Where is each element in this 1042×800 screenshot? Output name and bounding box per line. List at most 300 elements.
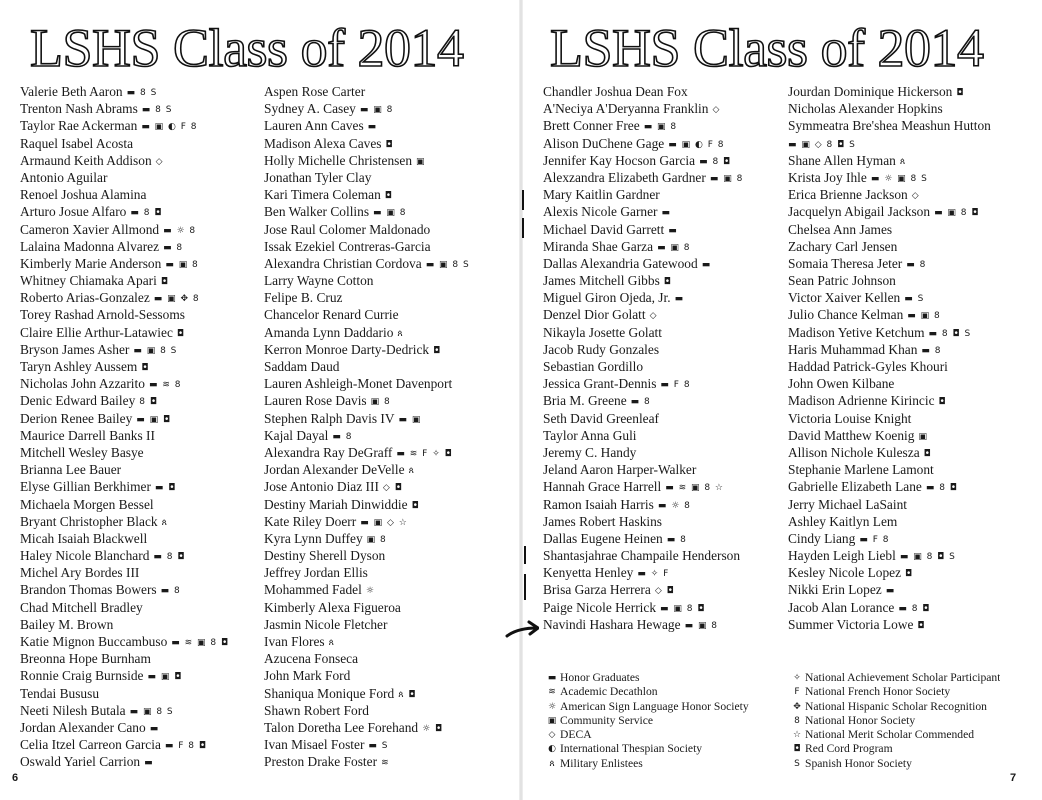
legend-label: Spanish Honor Society — [805, 756, 912, 770]
graduate-name: Shawn Robert Ford — [264, 702, 369, 718]
graduate-row — [264, 581, 512, 598]
graduate-row — [20, 186, 268, 203]
graduate-name: Kimberly Marie Anderson — [20, 255, 162, 271]
graduate-name: Bria M. Greene — [543, 393, 627, 409]
honor-symbols: ▬ ▣ 8 S — [133, 345, 178, 356]
graduate-row — [20, 117, 268, 134]
graduate-name: Dallas Alexandria Gatewood — [543, 255, 698, 271]
graduate-row — [264, 169, 512, 186]
legend-label: DECA — [560, 728, 592, 742]
honor-symbols: ▬ — [885, 586, 896, 597]
graduate-name: Gabrielle Elizabeth Lane — [788, 479, 922, 495]
graduate-name: Shantasjahrae Champaile Henderson — [543, 548, 741, 564]
graduate-name: Azucena Fonseca — [264, 651, 359, 667]
graduate-row — [264, 117, 512, 134]
graduate-name: Haddad Patrick-Gyles Khouri — [788, 359, 948, 374]
legend-label: National Achievement Scholar Participant — [805, 671, 1001, 684]
graduate-row — [20, 547, 268, 564]
honor-symbols: ▬ — [701, 259, 712, 270]
graduate-row — [264, 221, 512, 238]
graduate-row — [264, 702, 512, 719]
honor-symbols: ▬ ▣ 8 — [373, 208, 407, 219]
graduate-name: Michaela Morgen Bessel — [20, 496, 154, 512]
graduate-row — [788, 238, 1036, 255]
honor-symbols: ▬ ☼ 8 — [163, 225, 197, 236]
legend-label: National Hispanic Scholar Recognition — [805, 699, 987, 713]
graduate-row — [264, 530, 512, 547]
graduate-row — [264, 564, 512, 581]
honor-symbols: ▬ ≋ ▣ 8 ◘ — [171, 638, 230, 648]
graduate-row — [20, 461, 268, 478]
graduate-name: Taylor Rae Ackerman — [20, 118, 138, 134]
honor-symbols: ◘ — [384, 191, 393, 202]
graduate-name: Julio Chance Kelman — [788, 307, 904, 323]
honor-symbols: ▬ 8 S — [126, 88, 158, 98]
legend-symbol-icon: ▬ — [547, 673, 557, 683]
graduate-row — [788, 599, 1036, 616]
graduate-row — [20, 616, 268, 633]
graduate-row — [543, 547, 791, 564]
honor-symbols: ▬ 8 S — [141, 105, 173, 116]
honor-symbols: ጰ — [899, 156, 907, 167]
graduate-row — [788, 564, 1036, 581]
honor-symbols: ◘ — [141, 363, 150, 373]
graduate-name: Ashley Kaitlyn Lem — [788, 513, 898, 529]
honor-symbols: ◘ — [917, 620, 926, 631]
honor-symbols: ▬ ▣ 8 — [709, 173, 744, 184]
honor-symbols: ▬ — [661, 208, 672, 219]
graduate-row — [20, 667, 268, 684]
honor-symbols: ◘ — [905, 569, 914, 580]
graduate-name: Whitney Chiamaka Apari — [20, 273, 157, 289]
graduate-row — [788, 100, 1036, 117]
graduate-name: Amanda Lynn Daddario — [264, 324, 394, 340]
honor-symbols: ▬ F 8 — [660, 380, 691, 391]
graduate-name: Jessica Grant-Dennis — [543, 376, 657, 392]
honor-symbols: ▣ 8 — [370, 397, 391, 408]
honor-symbols: ▬ 8 ◘ S — [928, 328, 972, 339]
graduate-name: Raquel Isabel Acosta — [20, 135, 134, 151]
graduate-row — [20, 255, 268, 272]
graduate-row — [543, 152, 791, 169]
legend-label: National Merit Scholar Commended — [805, 728, 975, 742]
honor-symbols: ▬ ▣ ◘ — [136, 414, 172, 425]
legend-label: Military Enlistees — [560, 756, 643, 770]
graduate-name: Talon Doretha Lee Forehand — [264, 719, 419, 735]
graduate-name: Jonathan Tyler Clay — [264, 169, 372, 185]
graduate-name: Elyse Gillian Berkhimer — [20, 479, 151, 495]
graduate-row — [788, 255, 1036, 272]
graduate-row — [20, 392, 268, 409]
graduate-row — [788, 341, 1036, 358]
graduate-row — [543, 444, 791, 461]
page-title-right: LSHS Class of 2014 — [550, 18, 984, 78]
graduate-name: Miranda Shae Garza — [543, 238, 654, 254]
legend-symbol-icon: ◘ — [793, 744, 801, 755]
graduate-row — [543, 341, 791, 358]
graduate-row — [543, 616, 791, 633]
graduate-row — [543, 581, 791, 598]
graduate-row — [20, 135, 268, 152]
graduate-name: Dallas Eugene Heinen — [543, 530, 663, 546]
honor-symbols: ▬ ✧ F — [637, 569, 670, 580]
honor-symbols: ▬ 8 — [666, 534, 687, 545]
graduate-name: Denic Edward Bailey — [20, 393, 136, 409]
graduate-row — [20, 513, 268, 530]
legend-label: International Thespian Society — [560, 742, 703, 756]
graduate-row — [543, 169, 791, 186]
graduate-name: Mitchell Wesley Basye — [20, 444, 144, 460]
graduate-name: Kari Timera Coleman — [264, 187, 381, 203]
graduate-row — [20, 581, 268, 598]
legend-item — [789, 714, 1000, 728]
graduate-row — [543, 427, 791, 444]
graduate-name: Bryson James Asher — [20, 341, 130, 357]
graduate-row — [264, 513, 512, 530]
honor-symbols: ▬ ≋ ▣ 8 ☆ — [665, 483, 725, 494]
graduate-name: Alexzandra Elizabeth Gardner — [543, 169, 706, 185]
graduate-row — [20, 496, 268, 513]
honor-symbols: ▬ F 8 ◘ — [164, 741, 208, 752]
graduate-row — [264, 650, 512, 667]
graduate-name: Jasmin Nicole Fletcher — [264, 616, 388, 632]
graduate-row — [20, 702, 268, 719]
honor-symbols: ▬ — [668, 225, 678, 236]
graduate-name: Sean Patric Johnson — [788, 273, 896, 289]
graduate-row — [788, 324, 1036, 341]
honor-symbols: ≋ — [381, 758, 390, 769]
graduate-row — [264, 392, 512, 409]
graduate-row — [788, 410, 1036, 427]
graduate-name: Holly Michelle Christensen — [264, 152, 413, 168]
graduate-row — [20, 324, 268, 341]
graduate-row — [543, 496, 791, 513]
graduate-row — [543, 513, 791, 530]
graduate-name: Ivan Misael Foster — [264, 737, 365, 753]
graduate-name: Jacob Alan Lorance — [788, 599, 895, 615]
graduate-row — [20, 753, 268, 770]
graduate-name: Shaniqua Monique Ford — [264, 685, 395, 701]
graduate-name: Michael David Garrett — [543, 221, 665, 237]
graduate-name: Felipe B. Cruz — [264, 290, 343, 306]
graduate-row — [788, 427, 1036, 444]
graduate-row — [20, 599, 268, 616]
graduate-name: Alexandra Ray DeGraff — [264, 444, 393, 460]
graduate-name: Issak Ezekiel Contreras-Garcia — [264, 238, 431, 254]
graduate-row — [543, 599, 791, 616]
honor-symbols: ▬ 8 ◘ — [925, 483, 958, 494]
honor-symbols: ▬ ▣ 8 — [907, 311, 941, 322]
honor-symbols: ◇ ◘ — [654, 586, 675, 597]
honor-symbols: ◘ — [923, 448, 932, 459]
honor-symbols: ◇ — [712, 105, 721, 116]
graduate-row — [20, 375, 268, 392]
graduate-name: Ramon Isaiah Harris — [543, 496, 654, 512]
honor-symbols: ▬ ▣ ◘ — [147, 672, 183, 683]
graduate-name: James Robert Haskins — [543, 513, 663, 529]
graduate-name: Taylor Anna Guli — [543, 427, 637, 443]
graduate-row — [20, 100, 268, 117]
graduate-name: Cindy Liang — [788, 530, 856, 546]
graduate-row — [788, 152, 1036, 169]
graduate-name: Brisa Garza Herrera — [543, 582, 651, 598]
graduate-row — [788, 513, 1036, 530]
graduate-name: Victor Xaiver Kellen — [788, 290, 901, 306]
legend-column-2 — [789, 671, 1000, 771]
legend-symbol-icon: ጰ — [549, 758, 555, 769]
graduate-row — [788, 117, 1036, 134]
legend-column-1 — [544, 671, 749, 771]
honor-symbols: ▬ ▣ — [398, 414, 422, 425]
honor-symbols: ▬ ▣ 8 — [684, 620, 719, 631]
graduate-row — [20, 289, 268, 306]
graduate-name: Kesley Nicole Lopez — [788, 565, 902, 581]
graduate-name: Seth David Greenleaf — [543, 410, 660, 426]
honor-symbols: ◇ — [649, 311, 658, 322]
legend-item — [544, 671, 749, 685]
graduate-row — [788, 272, 1036, 289]
honor-symbols: ▬ ☼ 8 — [657, 500, 691, 511]
graduate-name: Ben Walker Collins — [264, 204, 370, 220]
graduate-name: Navindi Hashara Hewage — [543, 616, 681, 632]
legend-item — [544, 700, 749, 714]
graduate-name: Jeland Aaron Harper-Walker — [543, 462, 697, 478]
graduate-row — [264, 341, 512, 358]
legend-label: National French Honor Society — [805, 685, 951, 699]
honor-symbols: ◘ — [160, 277, 169, 288]
honor-symbols: ▬ ▣ ◐ F 8 — [668, 139, 725, 150]
honor-symbols: ▬ 8 ◘ — [153, 552, 186, 563]
graduate-row — [20, 633, 268, 650]
honor-symbols: ▬ ☼ ▣ 8 S — [870, 173, 928, 184]
legend-item — [544, 685, 749, 699]
graduate-name: Madison Alexa Caves — [264, 135, 382, 151]
graduate-name: Jacquelyn Abigail Jackson — [788, 204, 931, 220]
graduate-row — [264, 375, 512, 392]
graduate-row — [264, 238, 512, 255]
graduate-row — [543, 100, 791, 117]
honor-symbols: 8 ◘ — [139, 397, 158, 408]
graduate-row — [264, 83, 512, 100]
graduate-name: Brandon Thomas Bowers — [20, 582, 157, 598]
honor-symbols: ◘ — [663, 277, 672, 288]
graduate-name: David Matthew Koenig — [788, 427, 915, 443]
graduate-name: Mary Kaitlin Gardner — [543, 187, 660, 203]
graduate-name: Summer Victoria Lowe — [788, 616, 914, 632]
graduate-name: Jose Raul Colomer Maldonado — [264, 221, 431, 237]
graduate-row — [264, 753, 512, 770]
legend-symbol-icon: ☼ — [547, 701, 557, 712]
honor-symbols: ◘ — [385, 139, 394, 150]
graduate-row — [543, 530, 791, 547]
legend-symbol-icon: ▣ — [547, 715, 557, 726]
graduate-row — [264, 306, 512, 323]
honor-symbols: ▬ S — [904, 294, 925, 305]
graduate-name: John Owen Kilbane — [788, 376, 895, 392]
graduate-name: Destiny Sherell Dyson — [264, 548, 386, 564]
graduate-name: Celia Itzel Carreon Garcia — [20, 737, 161, 753]
graduate-row — [543, 255, 791, 272]
page-gutter — [519, 0, 523, 800]
graduate-row — [264, 599, 512, 616]
honor-symbols: ◘ — [176, 328, 186, 339]
graduate-name: Sydney A. Casey — [264, 101, 356, 117]
legend-symbol-icon: ◐ — [548, 744, 556, 755]
graduate-row — [264, 616, 512, 633]
honor-symbols: ▬ 8 — [163, 242, 184, 253]
graduate-name: Renoel Joshua Alamina — [20, 187, 147, 203]
legend-label: American Sign Language Honor Society — [560, 699, 749, 713]
graduate-row — [543, 203, 791, 220]
graduate-row — [264, 685, 512, 702]
graduate-name: Stephanie Marlene Lamont — [788, 462, 934, 478]
graduate-name: Micah Isaiah Blackwell — [20, 530, 148, 546]
graduate-row — [788, 358, 1036, 375]
honor-symbols: ◘ — [411, 500, 420, 511]
legend-symbol-icon: ◇ — [548, 730, 556, 741]
graduate-row — [20, 427, 268, 444]
graduate-name: Jordan Alexander DeVelle — [264, 462, 405, 478]
honor-symbols: ▬ ▣ 8 S — [129, 706, 174, 717]
page-number-right: 7 — [1010, 772, 1017, 784]
legend-symbol-icon: F — [794, 687, 800, 698]
graduate-name: Hayden Leigh Liebl — [788, 548, 896, 564]
legend-symbol-icon: S — [794, 758, 800, 769]
page-title-left: LSHS Class of 2014 — [30, 18, 464, 78]
graduate-name: Erica Brienne Jackson — [788, 187, 908, 203]
graduate-row — [264, 410, 512, 427]
honor-symbols: ▬ 8 — [160, 586, 181, 597]
graduate-row — [788, 186, 1036, 203]
graduate-row — [264, 427, 512, 444]
graduate-name: Katie Mignon Buccambuso — [20, 634, 168, 649]
graduate-row — [543, 238, 791, 255]
graduate-row — [543, 392, 791, 409]
honor-symbols: ▬ ▣ 8 — [165, 259, 199, 270]
graduate-name: Somaia Theresa Jeter — [788, 255, 903, 271]
graduate-row — [788, 478, 1036, 495]
honor-symbols: ▬ — [674, 294, 685, 305]
graduate-row — [788, 444, 1036, 461]
honor-symbols: ▬ ▣ 8 — [359, 105, 394, 116]
graduate-row — [20, 564, 268, 581]
honor-symbols: ◘ — [938, 397, 947, 408]
honor-symbols: ▬ 8 — [906, 259, 927, 270]
graduate-row — [264, 667, 512, 684]
graduate-name: Bryant Christopher Black — [20, 513, 158, 529]
graduate-name: Trenton Nash Abrams — [20, 101, 138, 117]
honor-symbols: ጰ — [328, 638, 335, 648]
legend-item — [789, 728, 1000, 742]
margin-mark — [522, 190, 524, 210]
graduate-row — [264, 324, 512, 341]
graduate-row — [788, 289, 1036, 306]
graduate-row — [20, 530, 268, 547]
honor-symbols: ▬ ≋ F ✧ ◘ — [396, 448, 453, 459]
honor-symbols: ጰ — [408, 466, 415, 477]
graduate-name: Maurice Darrell Banks II — [20, 427, 155, 443]
graduate-row — [20, 410, 268, 427]
graduate-row — [264, 358, 512, 375]
honor-symbols: ▬ 8 — [630, 397, 651, 408]
honor-symbols: ▬ ▣ 8 ◘ — [660, 603, 706, 614]
honor-symbols: ▬ ▣ ✥ 8 — [153, 294, 200, 305]
graduate-name: Sebastian Gordillo — [543, 359, 644, 374]
graduate-name: Jeffrey Jordan Ellis — [264, 565, 368, 581]
honor-symbols: ▬ ≋ 8 — [148, 380, 182, 391]
graduate-row — [264, 478, 512, 495]
legend-symbol-icon: ✥ — [793, 701, 801, 712]
graduate-row — [788, 496, 1036, 513]
graduate-name: Ivan Flores — [264, 634, 325, 649]
graduate-name: Brianna Lee Bauer — [20, 462, 122, 478]
graduate-name: Paige Nicole Herrick — [543, 599, 657, 615]
graduate-name: Jourdan Dominique Hickerson — [788, 84, 953, 99]
graduate-row — [264, 461, 512, 478]
graduate-row — [264, 633, 512, 650]
honor-symbols: ▬ — [149, 723, 160, 734]
graduate-name: Oswald Yariel Carrion — [20, 754, 141, 770]
legend-label: Honor Graduates — [560, 671, 640, 684]
graduate-row — [20, 736, 268, 753]
graduate-row — [543, 306, 791, 323]
graduate-name: Nikayla Josette Golatt — [543, 324, 662, 340]
graduate-row — [788, 461, 1036, 478]
legend-item — [544, 742, 749, 756]
honor-symbols: ▣ — [918, 431, 928, 442]
honor-symbols: ▬ — [144, 758, 154, 769]
graduate-name: Neeti Nilesh Butala — [20, 702, 126, 718]
graduate-name: Lalaina Madonna Alvarez — [20, 238, 160, 254]
legend-item — [544, 714, 749, 728]
graduate-name: Alexandra Christian Cordova — [264, 255, 422, 271]
honor-symbols: ◇ ◘ — [382, 483, 403, 494]
graduate-name: Alexis Nicole Garner — [543, 204, 658, 220]
graduate-row — [264, 255, 512, 272]
graduate-name: Kate Riley Doerr — [264, 513, 357, 529]
honor-symbols: ▬ ▣ 8 ◘ S — [899, 552, 956, 563]
honor-symbols: ▬ S — [368, 741, 389, 752]
graduate-row — [543, 410, 791, 427]
graduate-name: Brett Conner Free — [543, 118, 640, 134]
graduate-name: Madison Yetive Ketchum — [788, 324, 925, 340]
graduate-name: Denzel Dior Golatt — [543, 307, 646, 323]
legend-item — [789, 742, 1000, 756]
honor-symbols: ▬ ◘ — [154, 483, 177, 494]
graduate-name: Derion Renee Bailey — [20, 410, 133, 426]
graduate-name: Jeremy C. Handy — [543, 444, 637, 460]
graduate-row — [543, 324, 791, 341]
legend-item — [544, 728, 749, 742]
graduate-row — [543, 83, 791, 100]
graduate-row — [264, 100, 512, 117]
graduate-row — [20, 221, 268, 238]
name-column-4 — [788, 83, 1036, 633]
graduate-name: Antonio Aguilar — [20, 169, 108, 185]
graduate-row — [264, 272, 512, 289]
honor-symbols: ◇ — [155, 156, 164, 167]
graduate-row — [264, 719, 512, 736]
graduate-row — [20, 272, 268, 289]
graduate-name: Mohammed Fadel — [264, 582, 362, 598]
graduate-name: Armaund Keith Addison — [20, 152, 152, 168]
honor-symbols: ▬ F 8 — [859, 534, 890, 545]
graduate-name: Zachary Carl Jensen — [788, 238, 898, 254]
graduate-name: Alison DuChene Gage — [543, 135, 665, 151]
graduate-name: Claire Ellie Arthur-Latawiec — [20, 324, 173, 340]
legend-item — [789, 685, 1000, 699]
margin-mark — [524, 574, 526, 600]
